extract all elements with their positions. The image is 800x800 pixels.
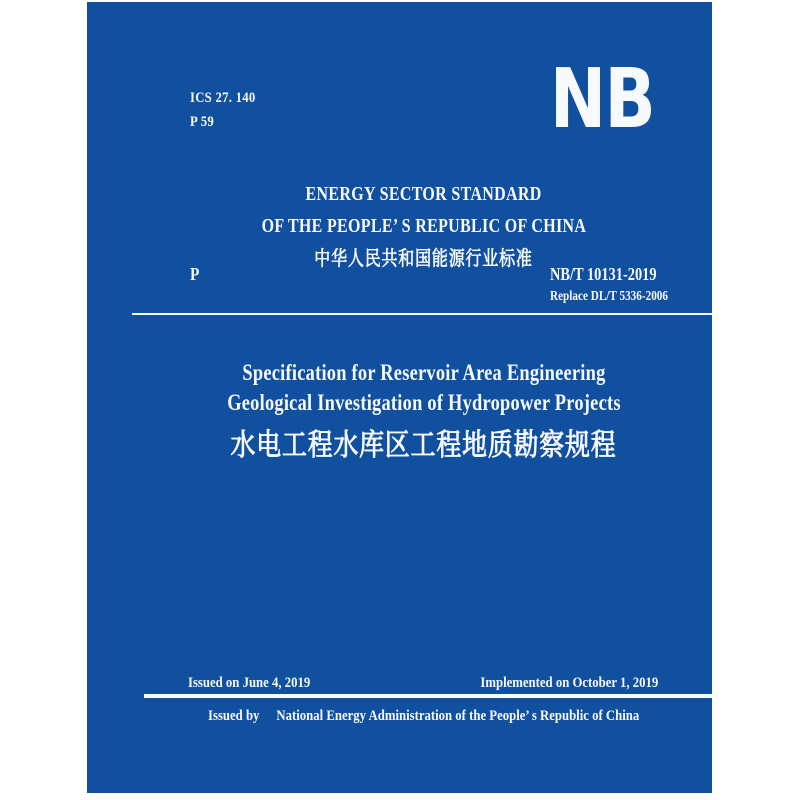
replaced-standard: Replace DL/T 5336-2006 [550,289,669,304]
designation-row [87,264,712,314]
standard-number: NB/T 10131-2019 [550,264,657,284]
horizontal-rule-bottom [144,694,712,698]
heading-en-line2: OF THE PEOPLE’ S REPUBLIC OF CHINA [261,215,586,237]
standard-number-block [550,264,698,305]
nb-logo: NB [549,52,654,147]
standard-cover-page [87,2,712,793]
standard-title [135,358,712,465]
title-en-line2: Geological Investigation of Hydropower Projects [226,390,621,415]
issued-by-text [208,706,639,726]
doc-class-code: P 59 [190,114,215,130]
title-chinese: 水电工程水库区工程地质勘察规程 [230,428,617,463]
heading-chinese: 中华人民共和国能源行业标准 [314,246,533,270]
implemented-date: Implemented on October 1, 2019 [480,675,658,691]
standard-heading [135,178,712,274]
designation-prefix: P [190,264,200,284]
ics-code: ICS 27. 140 [190,90,256,106]
classification-codes [190,86,267,134]
issued-by-row [135,706,712,726]
heading-en-line1: ENERGY SECTOR STANDARD [305,183,542,205]
issuing-organization: National Energy Administration of the People’ s Republic of China [276,708,640,724]
dates-row [188,674,658,693]
horizontal-rule-top [132,313,712,315]
issued-date: Issued on June 4, 2019 [188,675,311,691]
issued-by-label: Issued by [207,708,260,724]
title-en-line1: Specification for Reservoir Area Engineering [241,360,606,385]
